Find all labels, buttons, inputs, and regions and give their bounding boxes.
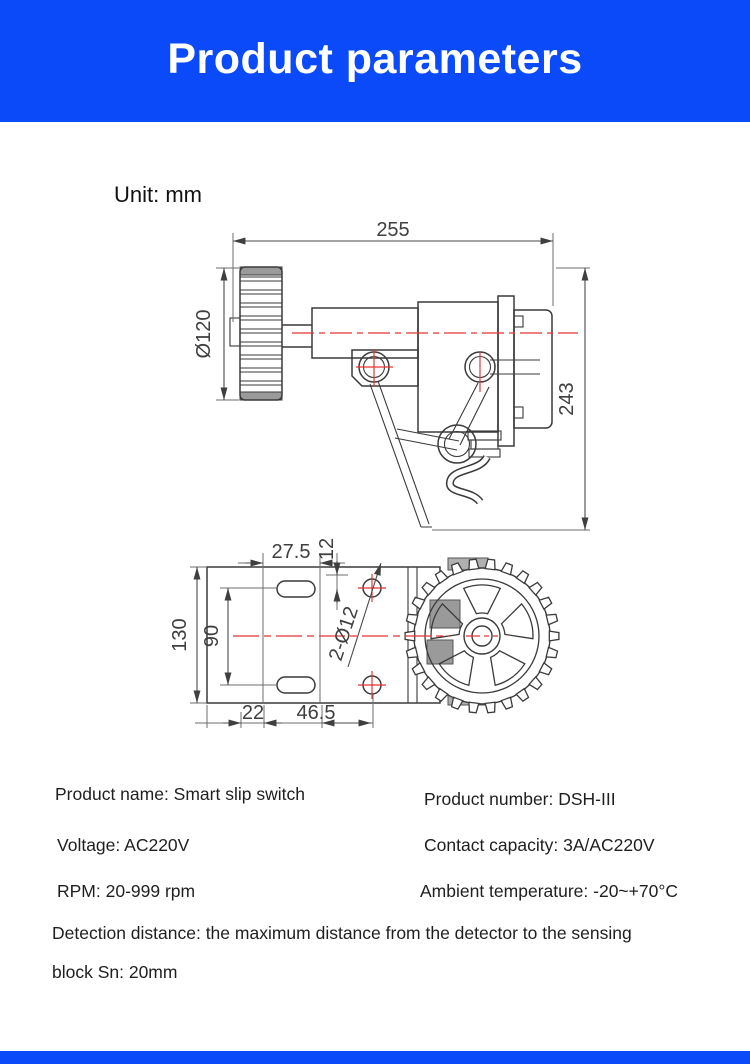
spec-voltage: Voltage: AC220V <box>57 835 190 855</box>
holes-label: 2-Ø12 <box>324 603 363 664</box>
dim-27-5-label: 27.5 <box>271 541 311 563</box>
spec-product-number: Product number: DSH-III <box>424 789 616 809</box>
unit-label: Unit: mm <box>114 182 202 207</box>
top-view <box>193 219 590 530</box>
spec-product-name: Product name: Smart slip switch <box>55 784 305 804</box>
dim-22-label: 22 <box>241 702 265 724</box>
dimension-dia120 <box>193 268 239 400</box>
spec-ambient-temperature: Ambient temperature: -20~+70°C <box>420 881 678 901</box>
lever-arm <box>370 381 501 527</box>
spec-contact-capacity: Contact capacity: 3A/AC220V <box>424 835 655 855</box>
dim-46-5-label: 46.5 <box>296 702 336 724</box>
roller-wheel <box>230 267 282 400</box>
dimension-22-46-5 <box>195 694 373 728</box>
footer-bar <box>0 1051 750 1064</box>
dim-255-label: 255 <box>376 219 410 241</box>
page-title: Product parameters <box>167 35 583 83</box>
dim-90-label: 90 <box>201 624 223 648</box>
spec-detection-distance-line2: block Sn: 20mm <box>52 962 178 982</box>
dim-12-label: 12 <box>316 537 338 561</box>
dim-dia120-label: Ø120 <box>193 309 215 359</box>
dimension-12 <box>316 538 348 610</box>
housing-body <box>282 296 552 446</box>
dim-243-label: 243 <box>556 382 578 416</box>
centerlines-top <box>292 333 578 392</box>
spec-rpm: RPM: 20-999 rpm <box>57 881 196 901</box>
dim-130-label: 130 <box>169 618 191 652</box>
spec-detection-distance-line1: Detection distance: the maximum distance from the detector to the sensing <box>52 923 632 943</box>
bottom-view <box>169 538 559 728</box>
